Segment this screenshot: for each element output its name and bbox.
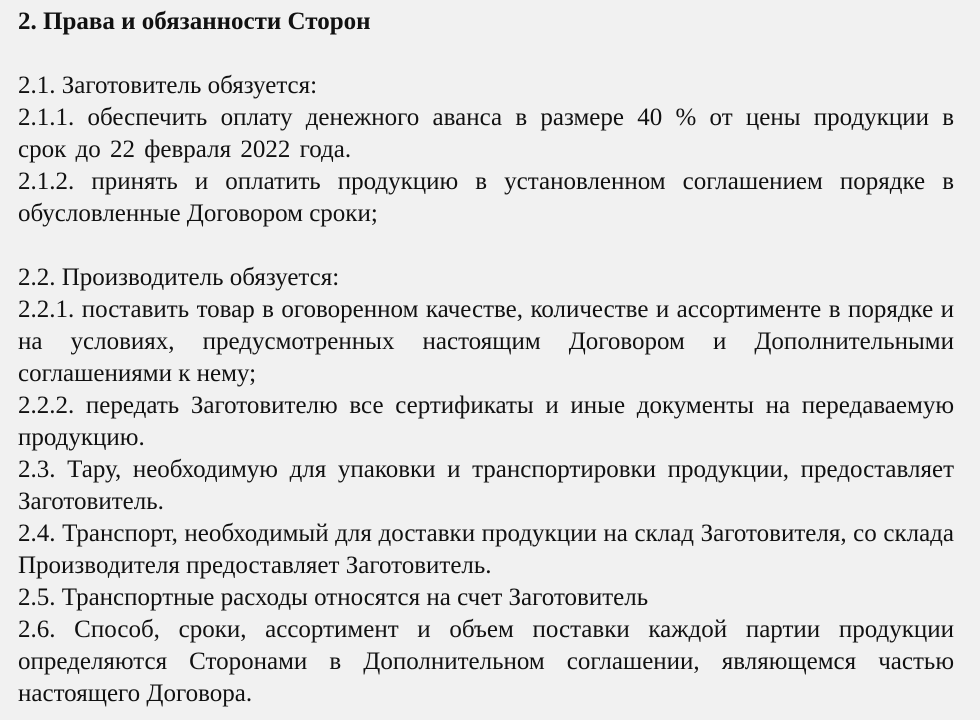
blank-line	[18, 230, 954, 262]
clause-2-3: 2.3. Тару, необходимую для упаковки и транспортировки продукции, предоставляет Заготовитель.	[18, 456, 954, 515]
clause-2-1-1: 2.1.1. обеспечить оплату денежного аванса в размере 40 % от цены продукции в срок до 22 февраля 2022 года.	[18, 104, 954, 163]
clause-2-1-2: 2.1.2. принять и оплатить продукцию в установленном соглашением порядке в обусловленные Договором сроки;	[18, 168, 954, 227]
section-title: 2. Права и обязанности Сторон	[18, 8, 371, 35]
clause-2-2-2: 2.2.2. передать Заготовителю все сертификаты и иные документы на передаваемую продукцию.	[18, 392, 954, 451]
clause-2-5: 2.5. Транспортные расходы относятся на счет Заготовитель	[18, 584, 649, 611]
clause-2-4: 2.4. Транспорт, необходимый для доставки продукции на склад Заготовителя, со склада Производителя предоставляет Заготовитель.	[18, 520, 954, 579]
blank-line	[18, 38, 954, 70]
clause-2-2: 2.2. Производитель обязуется:	[18, 264, 340, 291]
clause-2-6: 2.6. Способ, сроки, ассортимент и объем поставки каждой партии продукции определяются Сторонами в Дополнительном соглашении, являющемся частью настоящего Договора.	[18, 616, 954, 707]
clause-2-2-1: 2.2.1. поставить товар в оговоренном качестве, количестве и ассортименте в порядке и на условиях, предусмотренных настоящим Договором и Дополнительными соглашениями к нему;	[18, 296, 954, 387]
clause-2-1: 2.1. Заготовитель обязуется:	[18, 72, 318, 99]
